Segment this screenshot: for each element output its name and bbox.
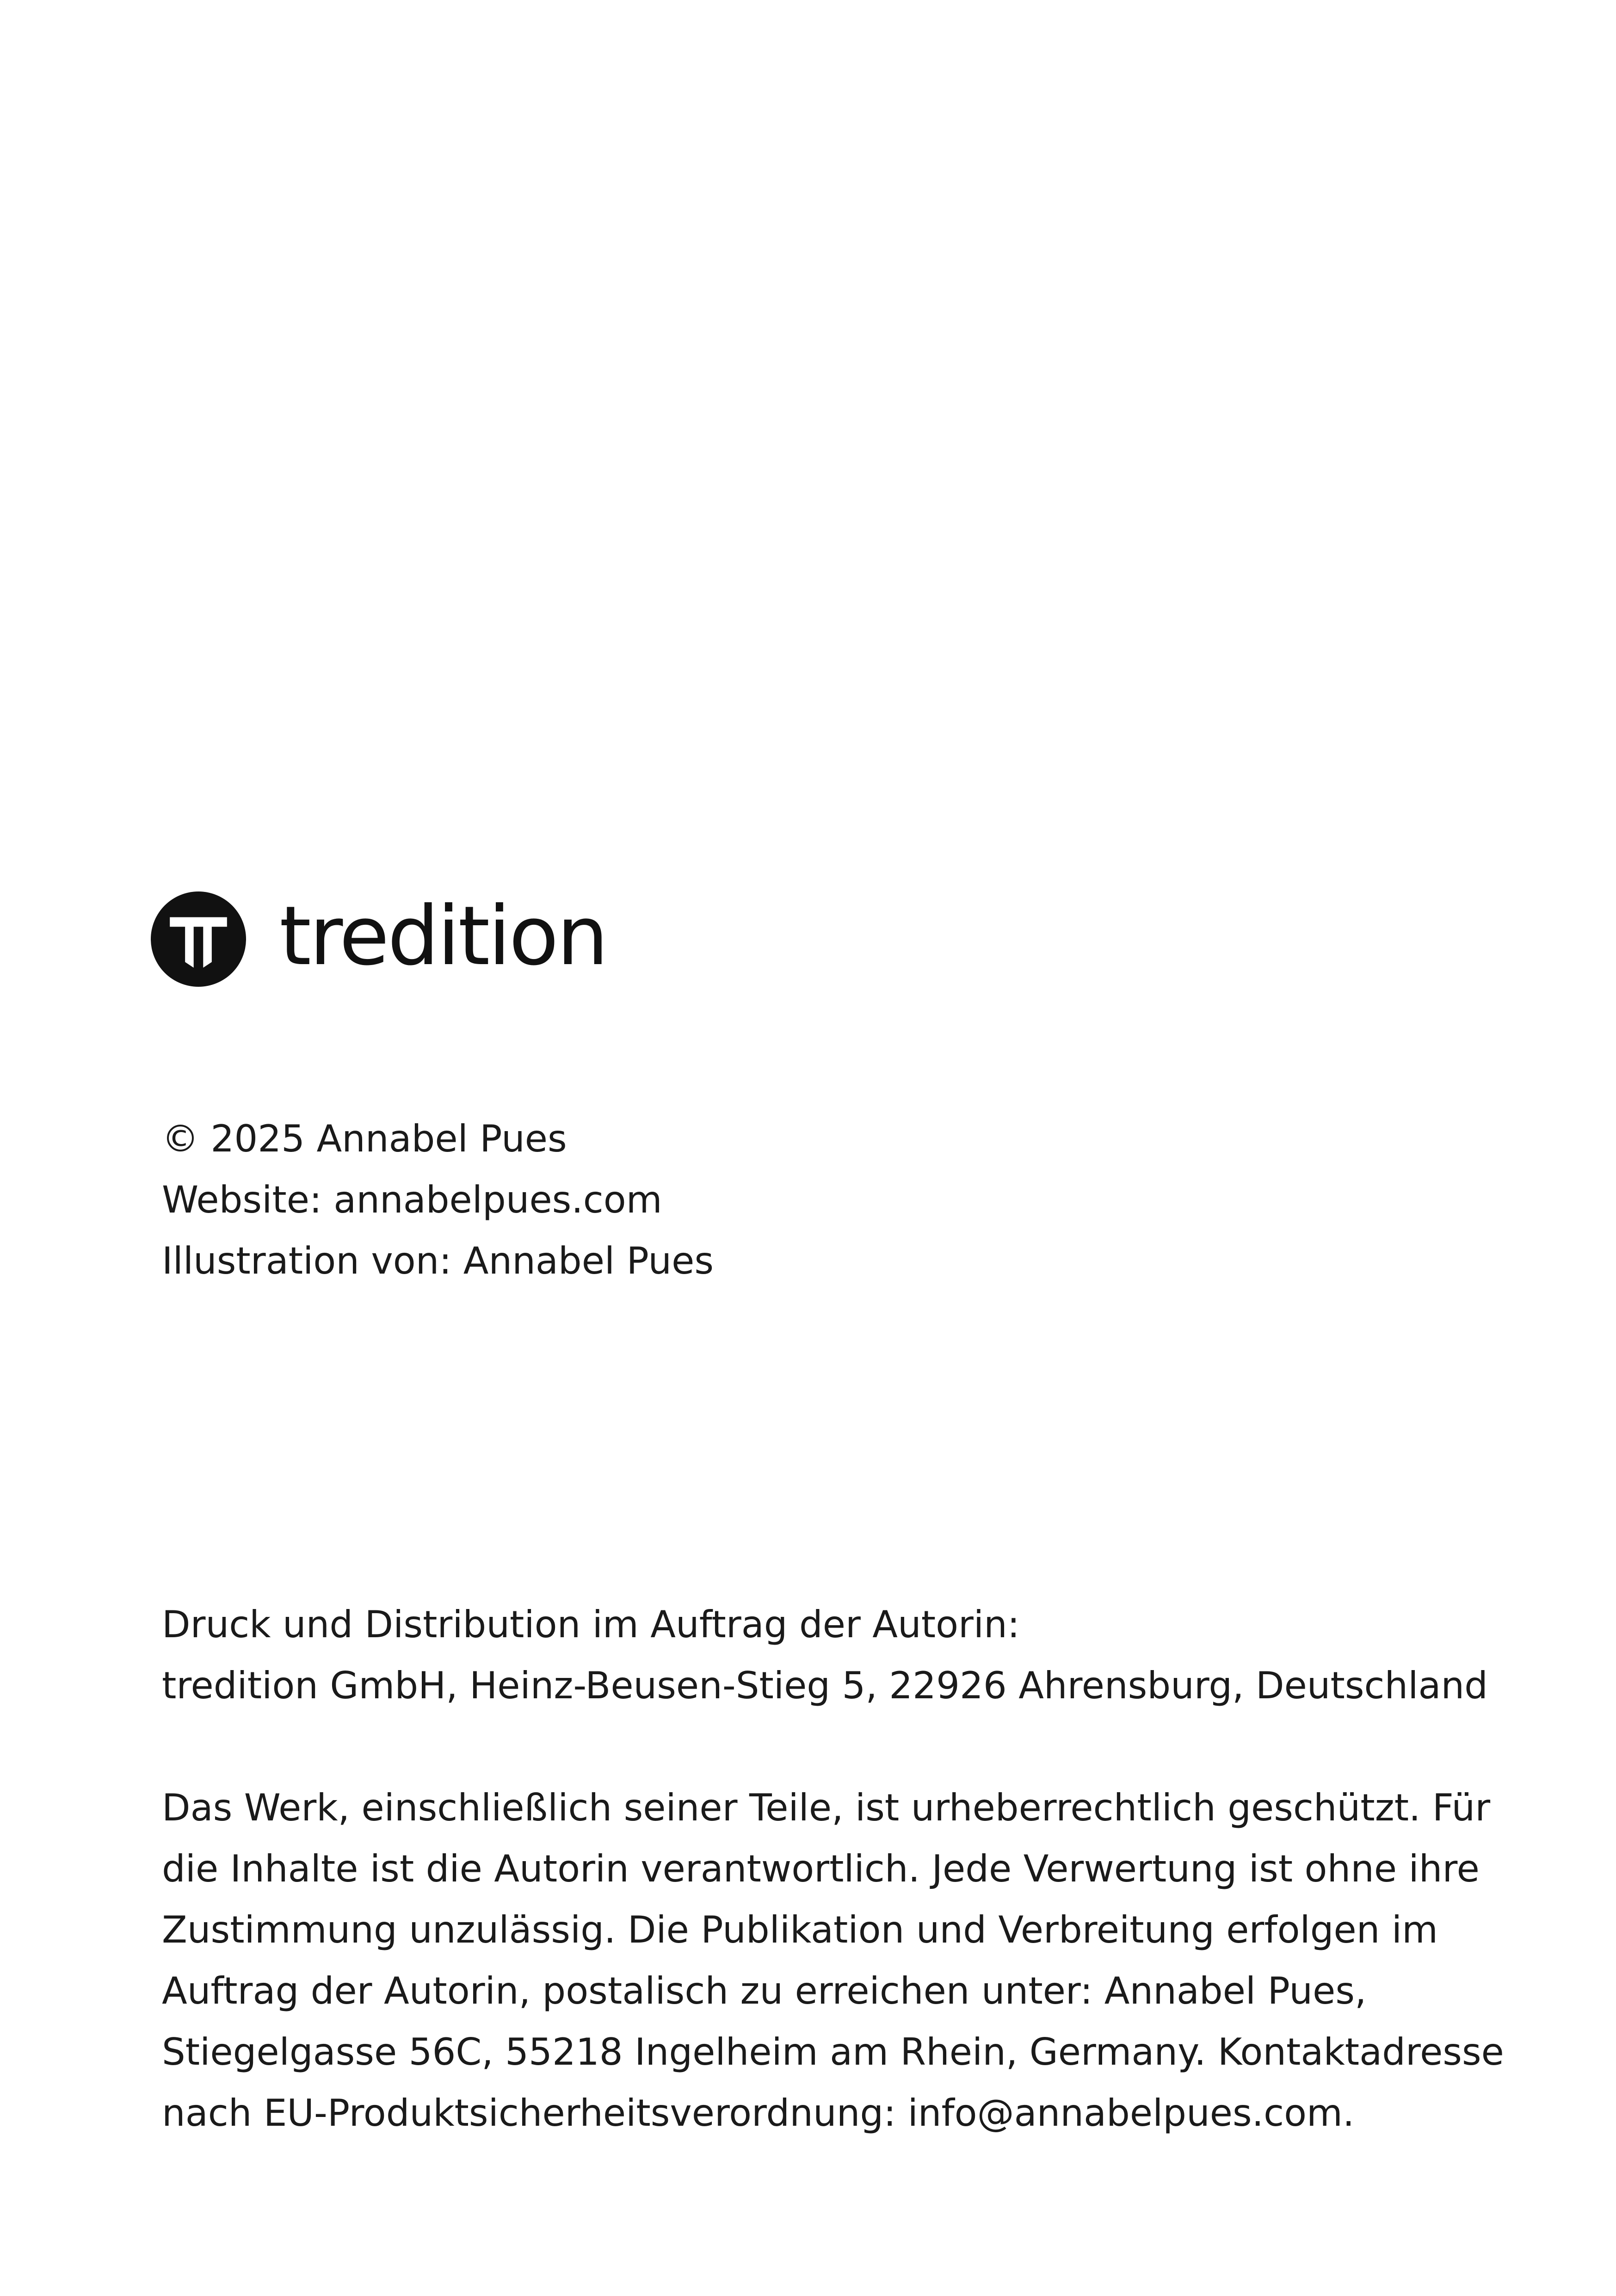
legal-line: nach EU-Produktsicherheitsverordnung: info@annabelpues.com. (162, 2092, 1355, 2135)
illustration-line: Illustration von: Annabel Pues (162, 1239, 714, 1282)
printing-block (162, 1594, 1488, 1716)
legal-line: Das Werk, einschließlich seiner Teile, ist urheberrechtlich geschützt. Für (162, 1786, 1491, 1829)
legal-line: die Inhalte ist die Autorin verantwortlich. Jede Verwertung ist ohne ihre (162, 1847, 1480, 1890)
publisher-logo (151, 891, 607, 988)
legal-line: Auftrag der Autorin, postalisch zu erreichen unter: Annabel Pues, (162, 1969, 1367, 2012)
publisher-wordmark: tredition (279, 889, 607, 984)
legal-line: Zustimmung unzulässig. Die Publikation und Verbreitung erfolgen im (162, 1908, 1438, 1951)
credits-block (162, 1108, 714, 1292)
website-line: Website: annabelpues.com (162, 1178, 662, 1221)
legal-notice (162, 1777, 1504, 2144)
legal-line: Stiegelgasse 56C, 55218 Ingelheim am Rhein, Germany. Kontaktadresse (162, 2030, 1504, 2073)
printing-address: tredition GmbH, Heinz-Beusen-Stieg 5, 22926 Ahrensburg, Deutschland (162, 1664, 1488, 1707)
printing-label: Druck und Distribution im Auftrag der Autorin: (162, 1603, 1020, 1646)
tredition-logo-icon (151, 891, 246, 987)
copyright-line: © 2025 Annabel Pues (162, 1117, 567, 1160)
